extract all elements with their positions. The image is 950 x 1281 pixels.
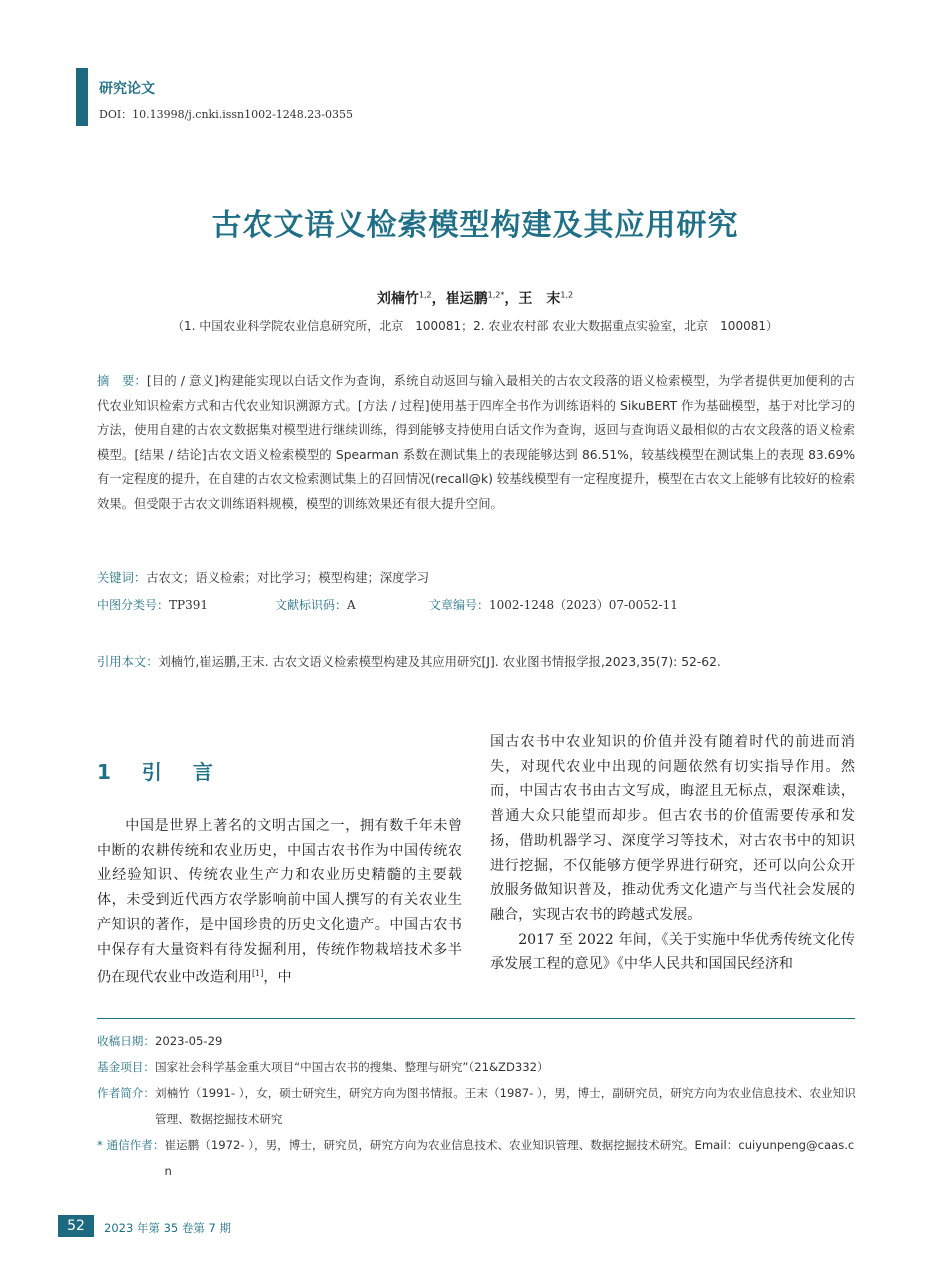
citation-label: 引用本文： [97,655,159,669]
author-affiliation-mark: 1,2* [487,290,505,300]
citation-text: 刘楠竹,崔运鹏,王末. 古农文语义检索模型构建及其应用研究[J]. 农业图书情报学报,2023,35(7): 52-62. [158,655,721,669]
clc-number [97,596,208,613]
author-list [0,288,950,308]
footnote-label: * 通信作者： [97,1138,165,1152]
page-number: 52 [58,1215,94,1237]
abstract-label: 摘 要： [97,374,147,388]
article-value: 1002-1248（2023）07-0052-11 [489,598,678,612]
paragraph-text: 中国是世界上著名的文明古国之一，拥有数千年未曾中断的农耕传统和农业历史，中国古农书作为中国传统农业经验知识、传统农业生产力和农业历史精髓的主要载体，未受到近代西方农学影响前中国人撰写的有关农业生产知识的著作，是中国珍贵的历史文化遗产。中国古农书中保存有大量资料有待发掘利用，传统作物栽培技术多半仍在现代农业中改造利用 [97,818,462,986]
footnote-label: 收稿日期： [97,1034,155,1048]
author-separator: ， [431,291,446,307]
body-column-left [97,814,462,991]
body-paragraph [97,814,462,991]
citation [97,652,857,670]
abstract [97,369,855,517]
footnote-text: 国家社会科学基金重大项目“中国古农书的搜集、整理与研究”（21&ZD332） [154,1060,549,1074]
keywords-label: 关键词： [97,571,147,585]
footnotes [97,1028,857,1184]
footnote-label: 作者简介： [97,1086,155,1100]
author-affiliation-mark: 1,2 [418,290,432,300]
body-paragraph: 国古农书中农业知识的价值并没有随着时代的前进而消失，对现代农业中出现的问题依然有切实指导作用。然而，中国古农书由古文写成，晦涩且无标点，艰深难读，普通大众只能望而却步。但古农书的价值需要传承和发扬，借助机器学习、深度学习等技术，对古农书中的知识进行挖掘，不仅能够方便学界进行研究，还可以向公众开放服务做知识普及，推动优秀文化遗产与当代社会发展的融合，实现古农书的跨越式发展。 [490,734,855,923]
footnote-received [97,1028,857,1054]
body-column-right [490,730,855,977]
author-name: 王 末 [518,291,561,307]
reference-mark[interactable]: [1] [252,969,264,979]
article-number [429,596,678,613]
paragraph-text: ，中 [263,969,292,986]
keywords [97,568,429,586]
footnote-text: 崔运鹏（1972- ），男，博士，研究员，研究方向为农业信息技术、农业知识管理、数据挖掘技术研究。Email：cuiyunpeng@caas.cn [164,1138,855,1178]
footnote-label: 基金项目： [97,1060,155,1074]
section-heading-introduction: 1 引 言 [97,760,225,784]
keywords-text: 古农文；语义检索；对比学习；模型构建；深度学习 [146,571,430,585]
doc-value: A [347,598,356,612]
affiliation-line: （1. 中国农业科学院农业信息研究所，北京 100081；2. 农业农村部 农业大数据重点实验室，北京 100081） [172,319,778,333]
paper-title: 古农文语义检索模型构建及其应用研究 [211,208,739,243]
footnote-divider [97,1018,855,1019]
section-label: 研究论文 [99,81,155,97]
doc-label: 文献标识码： [275,598,348,612]
abstract-text: [目的 / 意义]构建能实现以白话文作为查询，系统自动返回与输入最相关的古农文段落的语义检索模型，为学者提供更加便利的古代农业知识检索方式和古代农业知识溯源方式。[方法 / 过程]使用基于四库全书作为训练语料的 SikuBERT 作为基础模型，基于对比学习的方法，使用自建的古农文数据集对模型进行继续训练，得到能够支持使用白话文作为查询，返回与查询语义最相似的古农文段落的语义检索模型。[结果 / 结论]古农文语义检索模型的 Spearman 系数在测试集上的表现能够达到 86.51%，较基线模型在测试集上的表现 83.69%有一定程度的提升，在自建的古农文检索测试集上的召回情况(recall@k) 较基线模型有一定程度提升，模型在古农文上能够有比较好的检索效果。但受限于古农文训练语料规模，模型的训练效果还有很大提升空间。 [97,374,855,511]
footnote-text: 2023-05-29 [154,1034,223,1048]
journal-issue: 2023 年第 35 卷第 7 期 [104,1221,231,1235]
author-name: 刘楠竹 [376,291,419,307]
document-code [275,596,356,613]
body-paragraph: 2017 至 2022 年间，《关于实施中华优秀传统文化传承发展工程的意见》《中华人民共和国国民经济和 [490,931,855,973]
footnote-author-bio [97,1080,857,1132]
clc-value: TP391 [169,598,208,612]
footnote-text: 刘楠竹（1991- ），女，硕士研究生，研究方向为图书情报。王末（1987- ），男，博士，副研究员，研究方向为农业信息技术、农业知识管理、数据挖掘技术研究 [154,1086,856,1126]
doi-line[interactable]: DOI：10.13998/j.cnki.issn1002-1248.23-0355 [99,108,354,121]
section-marker-bar [76,68,88,126]
footnote-corresponding [97,1132,857,1184]
clc-label: 中图分类号： [97,598,170,612]
author-affiliation-mark: 1,2 [560,290,574,300]
author-separator: ， [504,291,519,307]
article-label: 文章编号： [429,598,490,612]
footnote-fund [97,1054,857,1080]
author-name: 崔运鹏 [445,291,488,307]
